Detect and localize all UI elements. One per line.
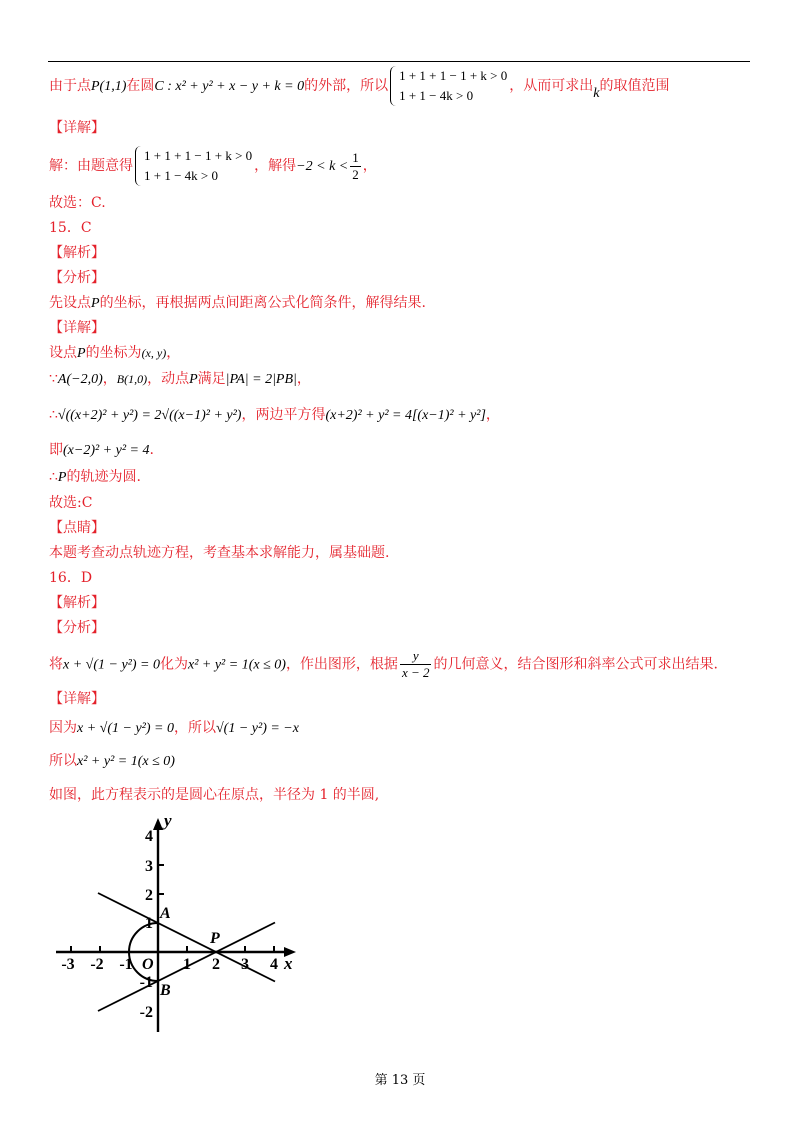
denominator: x − 2 xyxy=(401,665,430,680)
text: ， xyxy=(362,158,377,174)
text: ，解得 xyxy=(254,158,297,174)
denominator: 2 xyxy=(352,166,359,182)
origin-label: O xyxy=(142,956,154,973)
math-k: k xyxy=(593,86,600,101)
text-line-1 xyxy=(49,66,669,106)
text: ， xyxy=(102,371,117,387)
text-line-3 xyxy=(49,146,377,186)
text: 解：由题意得 xyxy=(49,158,133,174)
y-tick-label: 3 xyxy=(145,858,153,875)
text-line-24 xyxy=(49,751,175,772)
y-axis-arrow xyxy=(153,818,163,830)
text-line-11 xyxy=(49,369,311,390)
y-axis-label: y xyxy=(164,812,172,830)
text: 即 xyxy=(49,442,63,458)
x-tick-label: 1 xyxy=(183,956,191,973)
x-tick-label: -3 xyxy=(61,956,75,973)
math-condition: |PA| = 2|PB| xyxy=(225,372,297,387)
numerator: y xyxy=(400,648,432,665)
text: ，动点 xyxy=(147,371,190,387)
text: 将 xyxy=(49,656,63,673)
text-line-14 xyxy=(49,467,141,488)
numerator: 1 xyxy=(352,149,359,165)
math-equation: √(1 − y²) = −x xyxy=(215,721,299,736)
section-label-comment: 【点睛】 xyxy=(49,520,105,536)
y-tick-label: -2 xyxy=(139,1004,153,1021)
x-tick-label: 3 xyxy=(241,956,249,973)
math-squared-equation: (x+2)² + y² = 4[(x−1)² + y²] xyxy=(325,408,486,423)
math-equation: x + √(1 − y²) = 0 xyxy=(63,657,160,673)
text: ∴ xyxy=(49,407,58,423)
math-p: P xyxy=(189,372,198,387)
section-label-detail: 【详解】 xyxy=(49,691,105,707)
x-tick-label: -2 xyxy=(90,956,104,973)
text: 先设点 xyxy=(49,295,91,311)
math-circle-equation: C : x² + y² + x − y + k = 0 xyxy=(154,79,305,94)
math-p: P xyxy=(91,296,100,311)
text: 化为 xyxy=(159,656,188,673)
text: 的外部，所以 xyxy=(304,78,389,94)
text: 的坐标，再根据两点间距离公式化简条件，解得结果. xyxy=(99,295,427,311)
section-label-analysis: 【解析】 xyxy=(49,245,105,261)
text: 设点 xyxy=(49,345,77,361)
section-label-analyze: 【分析】 xyxy=(49,270,105,286)
text-line-25: 如图，此方程表示的是圆心在原点，半径为 1 的半圆, xyxy=(49,787,380,803)
section-label-detail: 【详解】 xyxy=(49,120,105,136)
x-tick-label: -1 xyxy=(119,956,133,973)
inequality-2: 1 + 1 − 4k > 0 xyxy=(399,88,474,103)
math-xy: (x, y) xyxy=(141,346,167,360)
text: ，所以 xyxy=(173,720,216,736)
x-tick-label: 2 xyxy=(212,956,220,973)
text: 的取值范围 xyxy=(599,78,670,94)
text-line-13 xyxy=(49,440,154,461)
y-tick-label: 1 xyxy=(145,915,153,932)
text: 在圆 xyxy=(126,78,155,94)
text: 所以 xyxy=(49,753,77,769)
section-label-analyze: 【分析】 xyxy=(49,620,105,636)
inequality-1: 1 + 1 + 1 − 1 + k > 0 xyxy=(144,148,253,163)
text: 的轨迹为圆. xyxy=(66,469,141,485)
math-p: P xyxy=(77,346,86,361)
answer-line: 故选:C xyxy=(49,495,93,511)
fraction-one-half xyxy=(350,150,361,183)
text: ，作出图形，根据 xyxy=(285,656,398,673)
inequality-2: 1 + 1 − 4k > 0 xyxy=(144,168,218,183)
text: ， xyxy=(296,371,311,387)
text: 由于点 xyxy=(49,78,91,94)
section-label-detail: 【详解】 xyxy=(49,320,105,336)
y-tick-label: 2 xyxy=(145,887,153,904)
inequality-1: 1 + 1 + 1 − 1 + k > 0 xyxy=(399,68,508,83)
text-line-23 xyxy=(49,718,299,739)
x-tick-label: 4 xyxy=(270,956,278,973)
text: ， xyxy=(485,407,500,423)
math-semicircle: x² + y² = 1(x ≤ 0) xyxy=(187,657,286,673)
point-p-label: P xyxy=(210,930,220,947)
coordinate-figure xyxy=(50,812,310,1037)
fraction-slope xyxy=(400,648,432,681)
question-number-15: 15．C xyxy=(49,220,92,236)
text: 的几何意义，结合图形和斜率公式可求出结果. xyxy=(433,656,718,673)
math-range: −2 < k < xyxy=(296,159,349,174)
text: 因为 xyxy=(49,720,77,736)
inequality-system xyxy=(390,66,507,106)
math-point-b: B(1,0) xyxy=(116,372,148,386)
section-label-analysis: 【解析】 xyxy=(49,595,105,611)
text: ∴ xyxy=(49,469,58,485)
text-line-12 xyxy=(49,405,500,426)
text: ，从而可求出 xyxy=(509,78,594,94)
math-point-a: A(−2,0) xyxy=(57,372,103,387)
text: ，两边平方得 xyxy=(241,407,326,423)
text: . xyxy=(149,442,154,458)
y-tick-label: -1 xyxy=(139,974,153,991)
inequality-system xyxy=(135,146,252,186)
page-number: 第 13 页 xyxy=(374,1073,426,1088)
y-tick-label: 4 xyxy=(145,828,153,845)
comment-text: 本题考查动点轨迹方程，考查基本求解能力，属基础题. xyxy=(49,545,390,561)
question-number-16: 16．D xyxy=(49,570,93,586)
math-distance-equation: √((x+2)² + y²) = 2√((x−1)² + y²) xyxy=(57,408,242,423)
text-line-21 xyxy=(49,648,718,681)
math-circle: (x−2)² + y² = 4 xyxy=(63,443,150,458)
text: ∵ xyxy=(49,371,58,387)
math-p: P xyxy=(57,470,67,485)
x-axis-label: x xyxy=(284,954,293,973)
text: 的坐标为 xyxy=(85,345,142,361)
math-equation: x + √(1 − y²) = 0 xyxy=(77,721,174,736)
math-semicircle: x² + y² = 1(x ≤ 0) xyxy=(77,754,175,769)
text-line-8 xyxy=(49,293,426,314)
text-line-10 xyxy=(49,343,180,364)
header-rule xyxy=(48,61,750,62)
text: ， xyxy=(166,345,181,361)
point-b-label: B xyxy=(160,982,171,999)
point-a-label: A xyxy=(160,905,171,922)
answer-line: 故选：C. xyxy=(49,195,106,211)
math-point-p: P(1,1) xyxy=(91,79,127,94)
text: 满足 xyxy=(197,371,226,387)
